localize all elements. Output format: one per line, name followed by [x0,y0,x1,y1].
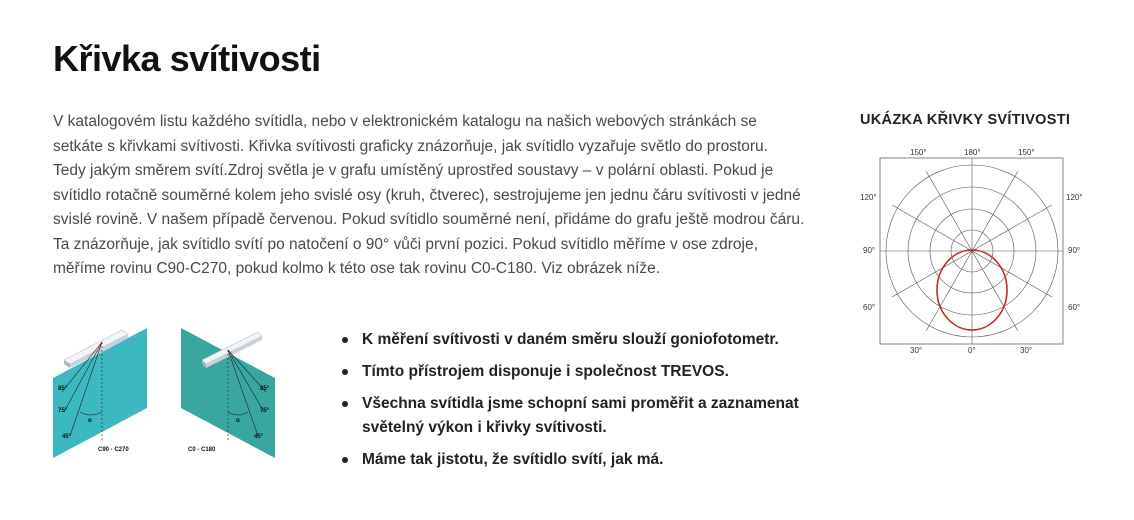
intro-line: měříme rovinu C90-C270, pokud kolmo k této ose tak rovinu C0-C180. Viz obrázek níže. [53,260,661,277]
angle-label: 150° [1018,148,1035,157]
list-item: Tímto přístrojem disponuje i společnost TREVOS. [340,360,810,384]
angle-label: 120° [860,193,877,202]
angle-label: 60° [863,303,876,312]
intro-line: V katalogovém listu každého svítidla, nebo v elektronickém katalogu na našich webových stránkách se [53,113,757,130]
plane-label: C0 - C180 [188,447,216,453]
luminaire-illustration-c90 [50,320,150,460]
angle-label: 60° [1068,303,1081,312]
angle-label: 75° [58,408,68,414]
angle-label: 45° [62,434,72,440]
list-item: K měření svítivosti v daném směru slouží goniofotometr. [340,328,810,352]
list-item: Všechna svítidla jsme schopní sami proměřit a zaznamenat světelný výkon i křivky svítivosti. [340,392,810,440]
sidebar-title: UKÁZKA KŘIVKY SVÍTIVOSTI [860,112,1071,128]
angle-label: 45° [254,434,264,440]
angle-label: 180° [964,148,981,157]
angle-label: 30° [910,346,923,355]
intro-line: Ta znázorňuje, jak svítidlo svítí po natočení o 90° vůči první pozici. Pokud svítidlo měříme v ose zdroje, [53,235,758,253]
angle-label: 90° [1068,246,1081,255]
angle-label: 85° [58,386,68,392]
angle-label: 30° [1020,346,1033,355]
angle-label: 150° [910,148,927,157]
angle-label: 120° [1066,193,1083,202]
alpha-label: α [88,418,92,424]
polar-intensity-diagram [855,140,1095,355]
page-title: Křivka svítivosti [53,38,321,79]
angle-label: 90° [863,246,876,255]
intro-paragraph [53,110,823,282]
intro-line: Tedy jakým směrem svítí.Zdroj světla je v grafu umístěný uprostřed soustavy – v polární oblasti. Pokud je [53,162,774,179]
plane-label: C90 - C270 [98,447,129,453]
polar-grid [880,158,1063,344]
intro-line: svítidlo rotačně souměrné kolem jeho svislé osy (kruh, čtverec), sestrojujeme jen jednu čáru svítivosti v jedné [53,186,801,204]
alpha-label: α [236,418,240,424]
luminaire-illustration-c0 [178,320,278,460]
angle-label: 75° [260,408,270,414]
intro-line: svislé rovině. V našem případě červenou. Pokud svítidlo souměrné není, přidáme do grafu ještě modrou čáru. [53,211,805,228]
angle-label: 0° [968,346,976,355]
intro-line: setkáte s křivkami svítivosti. Křivka svítivosti graficky znázorňuje, jak svítidlo vyzařuje světlo do prostoru. [53,137,768,155]
feature-list [340,328,810,480]
angle-label: 85° [260,386,270,392]
list-item: Máme tak jistotu, že svítidlo svítí, jak má. [340,448,810,472]
